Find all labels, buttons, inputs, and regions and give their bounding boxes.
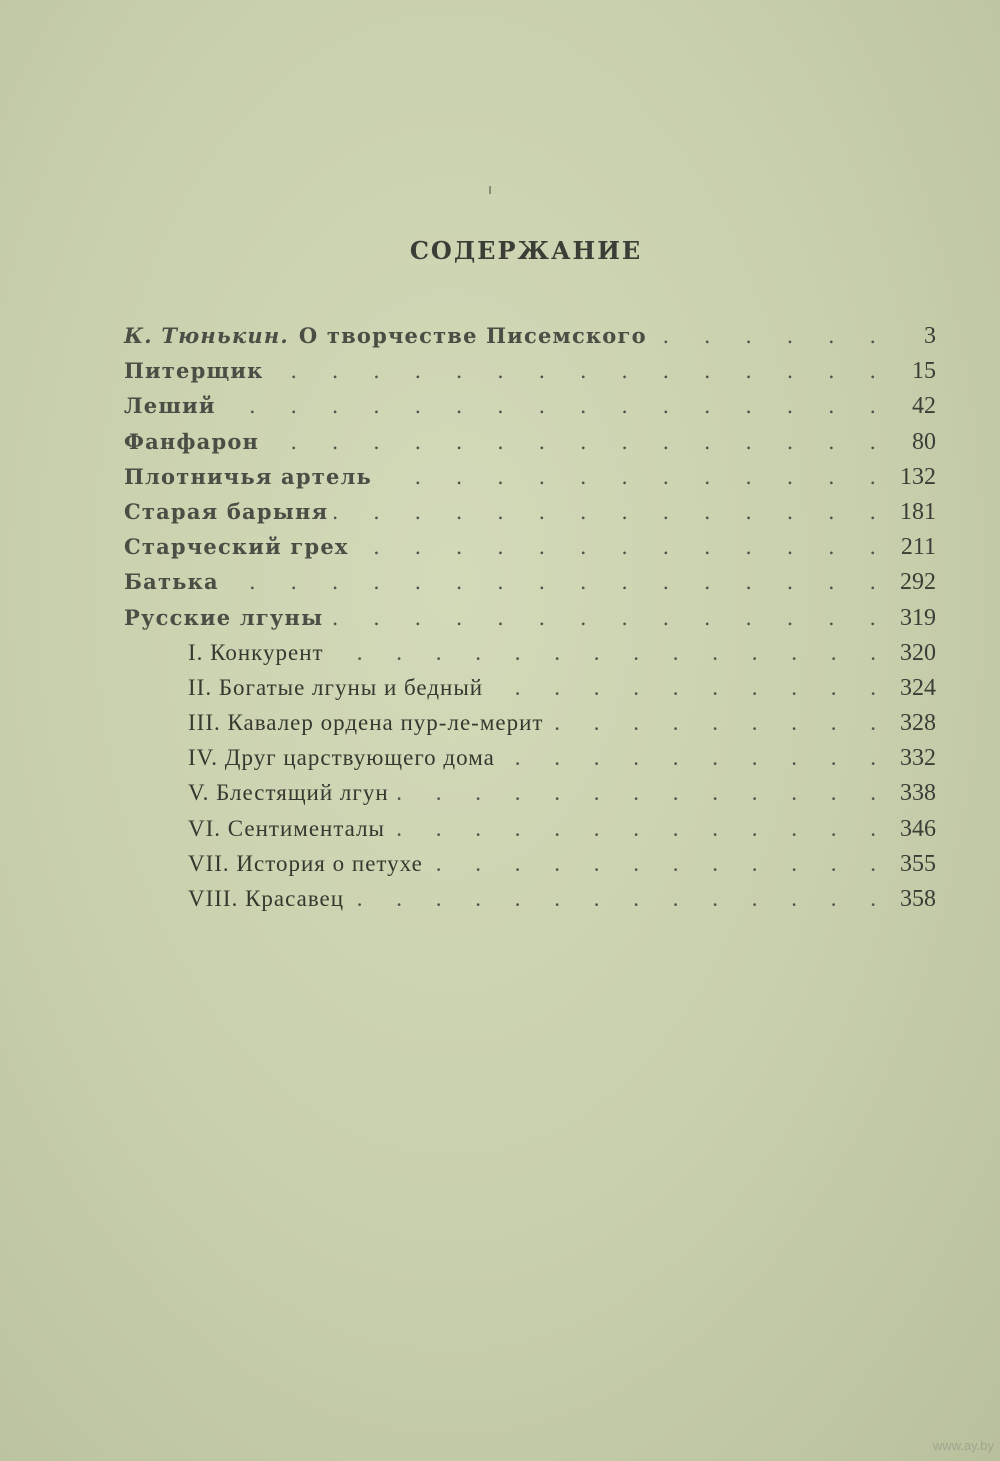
toc-entry-page: 355: [900, 850, 936, 877]
toc-leader-dots: [330, 635, 890, 670]
toc-subentry: [124, 635, 936, 670]
toc-entry-page: 346: [900, 815, 936, 842]
toc-leader-dots: [549, 705, 890, 740]
toc-leader-dots: [329, 601, 890, 636]
toc-leader-dots: [270, 354, 890, 389]
toc-leader-dots: [501, 740, 890, 775]
toc-leader-dots: [222, 389, 890, 424]
toc-entry-page: 211: [900, 534, 936, 561]
toc-entry: [124, 353, 936, 388]
toc-entry-title: I. Конкурент: [188, 639, 324, 665]
site-watermark: www.ay.by: [932, 1438, 994, 1453]
toc-entry-title: Плотничья артель: [124, 463, 372, 489]
toc-entry: [124, 494, 936, 529]
toc-entry-page: 319: [900, 604, 936, 631]
toc-entry-title: VII. История о петухе: [188, 850, 423, 876]
toc-leader-dots: [355, 530, 890, 565]
toc-leader-dots: [378, 460, 890, 495]
toc-leader-dots: [350, 881, 890, 916]
toc-leader-dots: [489, 670, 890, 705]
toc-entry: [124, 564, 936, 599]
toc-entry-page: 320: [900, 639, 936, 666]
toc-entry-title: Старая барыня: [124, 498, 329, 524]
toc-entry: [124, 600, 936, 635]
toc-entry-title: VIII. Красавец: [188, 886, 345, 911]
toc-subentry: [124, 811, 936, 846]
table-of-contents: [124, 318, 936, 916]
toc-entry-page: 324: [900, 674, 936, 701]
toc-entry: [124, 388, 936, 423]
toc-entry-title: Фанфарон: [124, 428, 260, 454]
toc-entry-page: 80: [912, 428, 936, 455]
toc-entry-title: Старческий грех: [124, 534, 349, 560]
toc-entry-title: II. Богатые лгуны и бедный: [188, 674, 484, 700]
toc-subentry: [124, 881, 936, 916]
toc-entry-author: К. Тюнькин.: [124, 323, 289, 348]
toc-entry-page: 358: [900, 886, 936, 912]
toc-entry-title: Леший: [124, 393, 216, 419]
toc-leader-dots: [429, 846, 890, 881]
toc-entry: [124, 459, 936, 494]
toc-subentry: [124, 846, 936, 881]
toc-entry-page: 132: [900, 463, 936, 490]
toc-entry-page: 15: [912, 358, 936, 385]
toc-entry-title: V. Блестящий лгун: [188, 780, 389, 806]
toc-leader-dots: [653, 319, 890, 354]
toc-entry-page: 42: [912, 393, 936, 420]
toc-leader-dots: [334, 495, 890, 530]
toc-subentry: [124, 670, 936, 705]
toc-subentry: [124, 705, 936, 740]
toc-entry-title: Питерщик: [124, 358, 264, 384]
toc-entry-page: 328: [900, 710, 936, 737]
toc-entry-intro: [124, 318, 936, 353]
toc-subentry: [124, 740, 936, 775]
toc-leader-dots: [395, 775, 890, 810]
toc-entry: [124, 529, 936, 564]
toc-entry-title: Батька: [124, 569, 219, 595]
toc-entry-title: Русские лгуны: [124, 604, 324, 630]
toc-entry-title: VI. Сентименталы: [188, 815, 386, 841]
toc-leader-dots: [391, 811, 890, 846]
toc-entry-title: III. Кавалер ордена пур-ле-мерит: [188, 710, 544, 736]
toc-entry-page: 292: [900, 569, 936, 596]
toc-entry-page: 338: [900, 780, 936, 807]
toc-leader-dots: [265, 425, 890, 460]
toc-entry: [124, 424, 936, 459]
toc-entry-page: 3: [924, 323, 936, 349]
toc-entry-page: 332: [900, 745, 936, 772]
toc-subentry: [124, 775, 936, 810]
toc-entry-page: 181: [900, 498, 936, 525]
page-title: СОДЕРЖАНИЕ: [409, 236, 643, 265]
page-mark: [489, 186, 491, 194]
toc-entry-title: IV. Друг царствующего дома: [188, 745, 495, 771]
toc-leader-dots: [225, 565, 890, 600]
toc-entry-title: О творчестве Писемского: [298, 323, 647, 348]
